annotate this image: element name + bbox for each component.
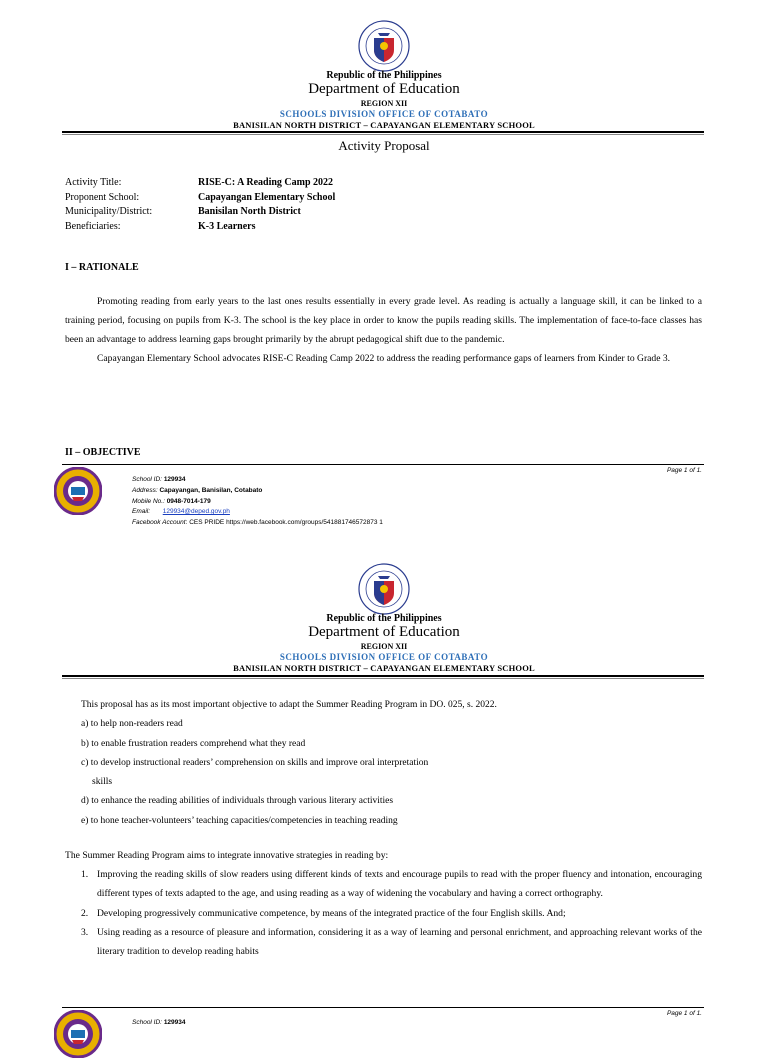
page-number: Page 1 of 1.: [666, 1010, 702, 1017]
objective-item: c) to develop instructional readers’ comprehension on skills and improve oral interpretation: [81, 757, 429, 768]
info-label: Municipality/District:: [65, 206, 153, 217]
rationale-paragraph: Promoting reading from early years to the last ones results essentially in every grade level. As reading is actually a language skill, it can be linked to a training period, focusing on pupils from K-3. The school is the key place in order to know the pupils reading skills. The implementation of face-to-face classes has been an advantage to address learning gaps brought primarily by the abrupt pedagogical shift due to the pandemic.: [65, 296, 702, 345]
aims-intro: The Summer Reading Program aims to integrate innovative strategies in reading by:: [65, 850, 389, 861]
school-logo-icon: [54, 467, 102, 515]
region-label: REGION XII: [360, 99, 408, 108]
footer-divider: [62, 1007, 704, 1008]
objective-item: b) to enable frustration readers comprehend what they read: [81, 738, 306, 749]
school-id: 129934: [163, 476, 186, 483]
footer-label: Mobile No.:: [132, 497, 165, 505]
mobile-number: 0948-7014-179: [166, 497, 211, 505]
division-office: SCHOOLS DIVISION OFFICE OF COTABATO: [279, 652, 489, 662]
list-item: [81, 904, 702, 923]
footer-label: School ID:: [132, 476, 162, 483]
document-title: Activity Proposal: [338, 138, 430, 153]
rationale-paragraph: Capayangan Elementary School advocates RISE-C Reading Camp 2022 to address the reading performance gaps of learners from Kinder to Grade 3.: [97, 353, 671, 364]
info-row: [65, 205, 335, 220]
aims-list: [81, 865, 702, 961]
objective-intro: This proposal has as its most important objective to adapt the Summer Reading Program in DO. 025, s. 2022.: [81, 700, 497, 710]
info-value: Banisilan North District: [198, 206, 301, 217]
division-office: SCHOOLS DIVISION OFFICE OF COTABATO: [279, 109, 489, 119]
header-divider: [62, 675, 704, 679]
list-item: [81, 865, 702, 904]
school-logo-icon: [54, 1010, 102, 1058]
footer-label: Address:: [132, 486, 158, 494]
activity-info: [65, 176, 335, 234]
info-value: RISE-C: A Reading Camp 2022: [198, 177, 334, 188]
footer-label: Email:: [132, 508, 151, 516]
school-contact-footer: [132, 1018, 186, 1029]
rationale-body: [65, 292, 702, 368]
objective-list: [81, 696, 641, 831]
list-text: Using reading as a resource of pleasure and information, considering it as a way of learning and personal enrichment, and approaching relevant works of the literary tradition to develop reading habits: [97, 926, 702, 958]
region-label: REGION XII: [360, 642, 408, 651]
objective-heading: II – OBJECTIVE: [65, 447, 141, 458]
list-item: [81, 923, 702, 962]
deped-seal-icon: [358, 20, 410, 72]
republic-label: Republic of the Philippines: [326, 613, 442, 624]
list-text: Developing progressively communicative competence, by means of the integrated practice of the four English skills. And;: [97, 907, 566, 919]
info-row: [65, 176, 335, 191]
facebook-account: : CES PRIDE https://web.facebook.com/groups/541881746572873 1: [185, 519, 383, 527]
list-text: Improving the reading skills of slow readers using different kinds of texts and encourage pupils to read with the proper fluency and intonation, encouraging different types of texts adapted to the age, and using reading as a way of widening the vocabulary and having a correct orthography.: [97, 869, 702, 900]
list-number: 1.: [81, 869, 89, 880]
objective-item-continued: skills: [92, 777, 113, 788]
info-row: [65, 191, 335, 206]
info-value: K-3 Learners: [198, 220, 256, 232]
objective-item: e) to hone teacher-volunteers’ teaching capacities/competencies in teaching reading: [81, 815, 398, 826]
info-value: Capayangan Elementary School: [198, 191, 336, 203]
email-link[interactable]: 129934@deped.gov.ph: [162, 508, 230, 516]
school-id: 129934: [163, 1019, 186, 1026]
info-label: Beneficiaries:: [65, 220, 121, 232]
district-school: BANISILAN NORTH DISTRICT – CAPAYANGAN ELEMENTARY SCHOOL: [233, 663, 535, 673]
page-number: Page 1 of 1.: [666, 467, 702, 474]
department-name: Department of Education: [308, 624, 460, 640]
footer-divider: [62, 464, 704, 465]
school-contact-footer: [132, 475, 383, 529]
list-number: 2.: [81, 907, 89, 919]
list-number: 3.: [81, 926, 89, 938]
objective-item: d) to enhance the reading abilities of individuals through various literary activities: [81, 796, 394, 807]
objective-item: a) to help non-readers read: [81, 719, 183, 730]
deped-seal-icon: [358, 563, 410, 615]
info-label: Proponent School:: [65, 191, 140, 203]
district-school: BANISILAN NORTH DISTRICT – CAPAYANGAN ELEMENTARY SCHOOL: [233, 120, 535, 130]
department-name: Department of Education: [308, 81, 460, 97]
info-row: [65, 220, 335, 235]
republic-label: Republic of the Philippines: [326, 70, 442, 81]
header-divider: [62, 131, 704, 135]
school-address: Capayangan, Banisilan, Cotabato: [159, 486, 263, 494]
info-label: Activity Title:: [65, 177, 122, 188]
footer-label: Facebook Account: [132, 519, 186, 527]
rationale-heading: I – RATIONALE: [65, 262, 139, 273]
footer-label: School ID:: [132, 1019, 162, 1026]
